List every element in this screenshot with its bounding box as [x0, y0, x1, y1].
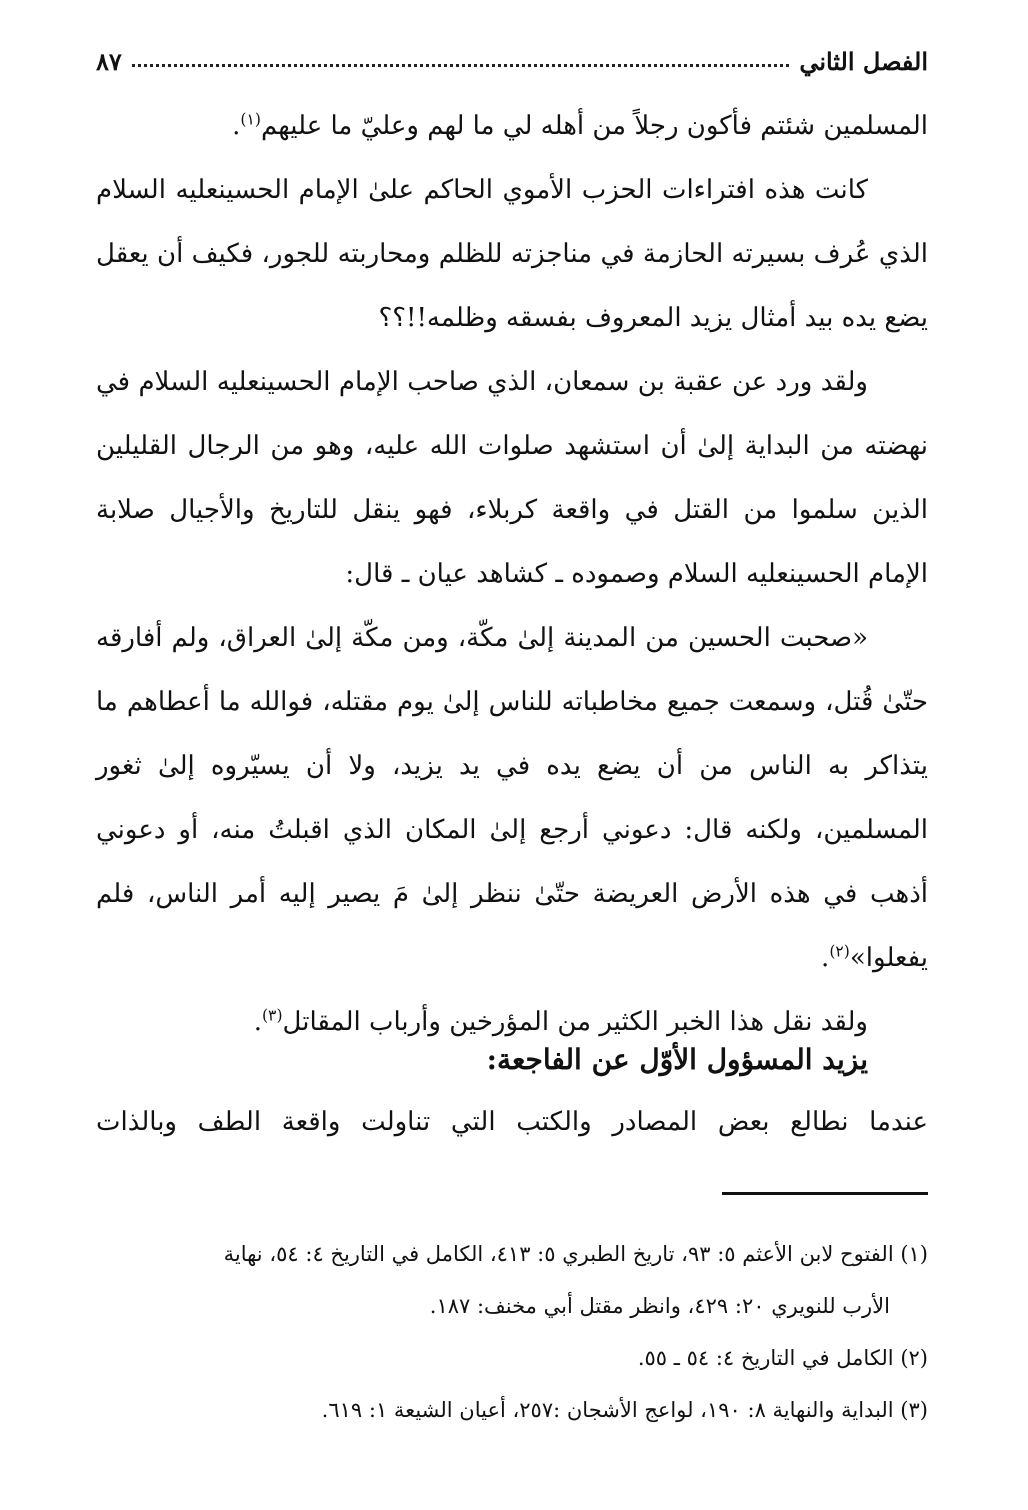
chapter-title: الفصل الثاني — [799, 47, 928, 76]
running-header — [96, 36, 928, 76]
paragraph-text: ولقد نقل هذا الخبر الكثير من المؤرخين وأرباب المقاتل — [282, 1007, 868, 1037]
section-heading: يزيد المسؤول الأوّل عن الفاجعة: — [486, 1043, 868, 1076]
footnote-3: (٣) البداية والنهاية ٨: ١٩٠، لواعج الأشجان :٢٥٧، أعيان الشيعة ١: ٦١٩. — [321, 1398, 928, 1422]
footnote-2: (٢) الكامل في التاريخ ٤: ٥٤ ـ ٥٥. — [637, 1346, 928, 1370]
dot-leader — [132, 64, 790, 67]
section-first-line: عندما نطالع بعض المصادر والكتب التي تناولت واقعة الطف وبالذات — [96, 1107, 928, 1137]
quotation-text: «صحبت الحسين من المدينة إلىٰ مكّة، ومن مكّة إلىٰ العراق، ولم أفارقه حتّىٰ قُتل، وسمعت جميع مخاطباته للناس إلىٰ يوم مقتله، فوالله ما أعطاهم ما يتذاكر به الناس من أن يضع يده في يد يزيد، ولا أن يسيّروه إلىٰ ثغور المسلمين، ولكنه قال: دعوني أرجع إلىٰ المكان الذي اقبلتُ منه، أو دعوني أذهب في هذه الأرض العريضة حتّىٰ ننظر إلىٰ مَ يصير إليه أمر الناس، فلم يفعلوا» — [96, 623, 928, 973]
footnote-separator — [722, 1192, 928, 1195]
body-text — [96, 94, 928, 1054]
paragraph: كانت هذه افتراءات الحزب الأموي الحاكم علىٰ الإمام الحسينعليه السلام الذي عُرف بسيرته الحازمة في مناجزته للظلم ومحاربته للجور، فكيف أن يعقل يضع يده بيد أمثال يزيد المعروف بفسقه وظلمه!!؟؟ — [96, 175, 928, 333]
paragraph: ولقد ورد عن عقبة بن سمعان، الذي صاحب الإمام الحسينعليه السلام في نهضته من البداية إلىٰ أن استشهد صلوات الله عليه، وهو من الرجال القليلين الذين سلموا من القتل في واقعة كربلاء، فهو ينقل للتاريخ والأجيال صلابة الإمام الحسينعليه السلام وصموده ـ كشاهد عيان ـ قال: — [96, 367, 928, 589]
paragraph-tail: . — [232, 111, 241, 141]
footnotes — [96, 1228, 928, 1436]
footnote-1-continuation: الأرب للنويري ٢٠: ٤٢٩، وانظر مقتل أبي مخنف: ١٨٧. — [429, 1294, 890, 1318]
paragraph-continuation — [96, 94, 928, 158]
paragraph-text: المسلمين شئتم فأكون رجلاً من أهله لي ما لهم وعليّ ما عليهم — [260, 111, 928, 141]
page-number: ٨٧ — [96, 47, 122, 76]
book-page — [96, 0, 928, 1510]
paragraph-tail: . — [821, 943, 830, 973]
quotation-paragraph — [96, 606, 928, 990]
footnote-ref: (٣) — [261, 1006, 283, 1025]
footnote-ref: (٢) — [829, 942, 850, 961]
footnote-ref: (١) — [240, 110, 261, 129]
footnote-1: (١) الفتوح لابن الأعثم ٥: ٩٣، تاريخ الطبري ٥: ٤١٣، الكامل في التاريخ ٤: ٥٤، نهاية — [223, 1242, 928, 1266]
paragraph-tail: . — [253, 1007, 262, 1037]
